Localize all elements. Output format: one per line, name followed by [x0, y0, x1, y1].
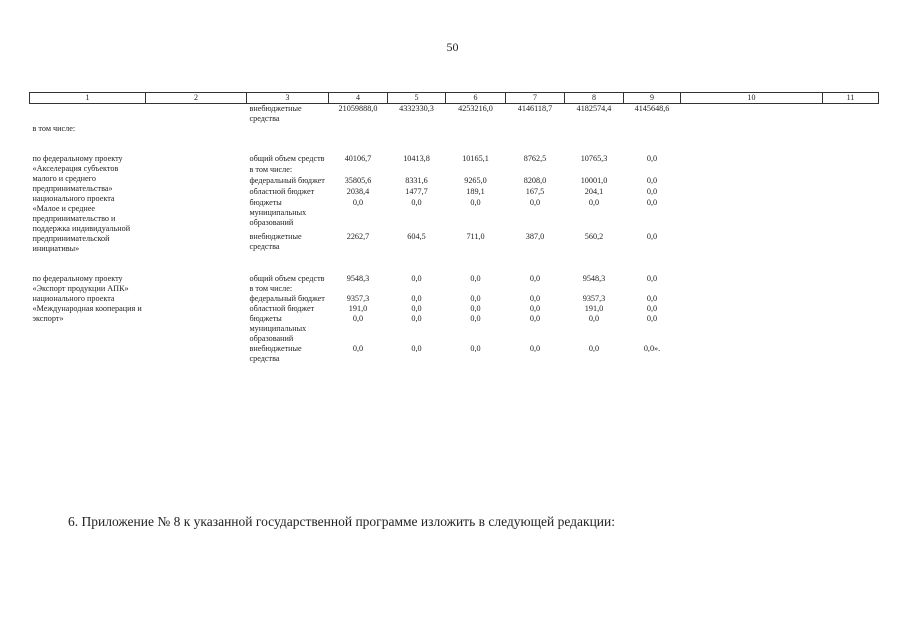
table-row: [30, 176, 879, 187]
column-number: 4: [329, 93, 388, 104]
value-cell: 387,0: [525, 231, 545, 241]
table-row: [30, 198, 879, 231]
table-row: [30, 344, 879, 364]
project-name: по федеральному проекту «Акселерация субъектов малого и среднего предпринимательства» национального проекта «Малое и среднее предпринимательство и поддержка индивидуальной предпринимательской инициативы»: [32, 154, 131, 253]
value-cell: 8331,6: [405, 176, 428, 186]
column-number: 10: [681, 93, 823, 104]
table-row: [30, 232, 879, 254]
value-cell: 0,0: [411, 294, 422, 303]
value-cell: 0,0: [470, 198, 481, 208]
value-cell: 204,1: [584, 187, 604, 197]
value-cell: 0,0: [352, 314, 364, 323]
column-number: 9: [624, 93, 681, 104]
table-row: [30, 304, 879, 314]
value-cell: 0,0: [470, 274, 481, 283]
value-cell: 604,5: [407, 231, 426, 241]
value-cell: 0,0: [646, 304, 658, 313]
value-cell: 9548,3: [346, 274, 370, 283]
value-cell: 9548,3: [582, 274, 606, 283]
value-cell: 1477,7: [405, 187, 428, 197]
value-cell: 0,0».: [643, 344, 661, 353]
value-cell: 10165,1: [462, 154, 489, 163]
source-cell: внебюджетные средства: [249, 104, 302, 123]
column-number: 6: [446, 93, 506, 104]
column-number: 8: [565, 93, 624, 104]
value-cell: 0,0: [646, 294, 658, 303]
source-cell: внебюджетные средства: [249, 231, 302, 251]
table-row: [30, 124, 879, 134]
table-row: [30, 294, 879, 304]
value-cell: 0,0: [588, 314, 600, 323]
value-cell: 0,0: [470, 314, 481, 323]
value-cell: 0,0: [588, 344, 600, 353]
value-cell: 4253216,0: [458, 104, 493, 113]
column-number: 11: [823, 93, 879, 104]
value-cell: 0,0: [470, 304, 481, 313]
page-number: 50: [446, 40, 459, 54]
value-cell: 0,0: [646, 187, 658, 197]
value-cell: 0,0: [411, 344, 422, 353]
table-row: [30, 274, 879, 284]
value-cell: 0,0: [529, 294, 541, 303]
table-row: [30, 165, 879, 176]
column-number: 1: [30, 93, 146, 104]
table-row: [30, 284, 879, 294]
value-cell: 191,0: [348, 304, 368, 313]
value-cell: 0,0: [529, 274, 541, 283]
instruction-paragraph: 6. Приложение № 8 к указанной государственной программе изложить в следующей редакции:: [68, 514, 615, 529]
column-number-row: [30, 93, 879, 104]
table-row: [30, 104, 879, 125]
source-cell: областной бюджет: [249, 187, 315, 197]
value-cell: 0,0: [646, 198, 658, 208]
value-cell: 9357,3: [346, 294, 370, 303]
value-cell: 711,0: [466, 231, 485, 241]
value-cell: 10001,0: [580, 176, 608, 186]
value-cell: 21059888,0: [338, 104, 378, 113]
value-cell: 0,0: [411, 198, 422, 208]
value-cell: 0,0: [352, 198, 364, 208]
value-cell: 0,0: [646, 314, 658, 323]
value-cell: 35805,6: [344, 176, 372, 186]
source-cell: областной бюджет: [249, 304, 315, 313]
source-cell: бюджеты муниципальных образований: [249, 198, 307, 228]
column-number: 7: [506, 93, 565, 104]
source-cell: федеральный бюджет: [249, 176, 325, 186]
column-number: 5: [388, 93, 446, 104]
value-cell: 10765,3: [580, 154, 608, 163]
value-cell: 0,0: [470, 294, 481, 303]
source-cell: общий объем средств: [249, 274, 325, 283]
value-cell: 8762,5: [523, 154, 547, 163]
project-name: по федеральному проекту «Экспорт продукции АПК» национального проекта «Международная кооперация и экспорт»: [32, 274, 142, 323]
value-cell: 191,0: [584, 304, 604, 313]
value-cell: 9357,3: [582, 294, 606, 303]
value-cell: 2262,7: [346, 231, 370, 241]
table-row: [30, 187, 879, 198]
value-cell: 0,0: [352, 344, 364, 353]
value-cell: 8208,0: [523, 176, 547, 186]
value-cell: 0,0: [588, 198, 600, 208]
source-cell: в том числе:: [249, 284, 293, 293]
value-cell: 2038,4: [346, 187, 370, 197]
value-cell: 0,0: [646, 231, 658, 241]
source-cell: федеральный бюджет: [249, 294, 325, 303]
value-cell: 560,2: [584, 231, 604, 241]
value-cell: 0,0: [646, 274, 658, 283]
source-cell: в том числе:: [249, 165, 293, 175]
value-cell: 0,0: [411, 314, 422, 323]
table-row: [30, 154, 879, 165]
value-cell: 9265,0: [464, 176, 487, 186]
source-cell: внебюджетные средства: [249, 344, 302, 363]
value-cell: 4145648,6: [634, 104, 670, 113]
value-cell: 0,0: [646, 176, 658, 186]
source-cell: бюджеты муниципальных образований: [249, 314, 307, 343]
column-number: 2: [146, 93, 247, 104]
value-cell: 0,0: [470, 344, 481, 353]
value-cell: 0,0: [529, 344, 541, 353]
column-number: 3: [247, 93, 329, 104]
value-cell: 167,5: [525, 187, 545, 197]
value-cell: 0,0: [411, 274, 422, 283]
value-cell: 4182574,4: [576, 104, 612, 113]
budget-table: [29, 92, 879, 364]
value-cell: 189,1: [466, 187, 485, 197]
value-cell: 0,0: [529, 314, 541, 323]
value-cell: 0,0: [411, 304, 422, 313]
table-row: [30, 314, 879, 344]
value-cell: 4146118,7: [517, 104, 553, 113]
value-cell: 0,0: [529, 304, 541, 313]
value-cell: 4332330,3: [399, 104, 434, 113]
value-cell: 40106,7: [344, 154, 372, 163]
value-cell: 0,0: [529, 198, 541, 208]
source-cell: общий объем средств: [249, 154, 325, 163]
value-cell: 10413,8: [403, 154, 430, 163]
incl-label: в том числе:: [32, 124, 76, 133]
value-cell: 0,0: [646, 154, 658, 163]
